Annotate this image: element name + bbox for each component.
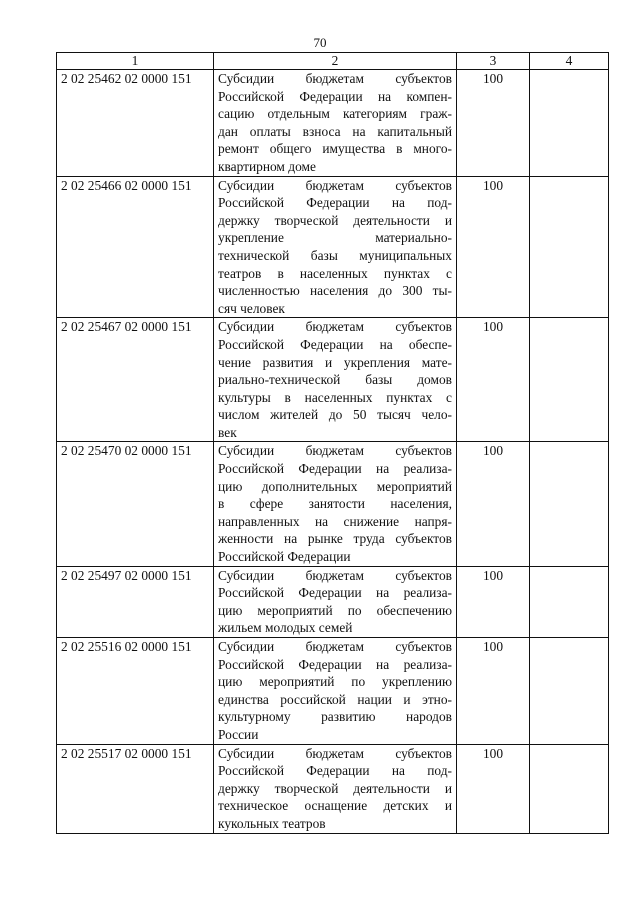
table-header-row — [57, 53, 609, 70]
description-line: Российской Федерации на реализа- — [218, 585, 452, 601]
description-line: Субсидии бюджетам субъектов — [218, 639, 452, 654]
description-line: Российской Федерации на реализа- — [218, 461, 452, 477]
description-line: чение развития и укрепления мате- — [218, 354, 452, 370]
description-line: держку творческой деятельности и — [218, 780, 452, 796]
column-4-cell — [530, 318, 609, 442]
description-cell — [214, 70, 457, 177]
amount-cell: 100 — [457, 176, 530, 318]
description-cell — [214, 176, 457, 318]
description-line: Российской Федерации на компен- — [218, 88, 452, 104]
description-line: культуры в населенных пунктах с — [218, 389, 452, 405]
budget-code-cell: 2 02 25466 02 0000 151 — [57, 176, 214, 318]
description-line: Российской Федерации на под- — [218, 763, 452, 779]
table-row — [57, 176, 609, 318]
description-line: России — [218, 726, 259, 742]
column-4-cell — [530, 744, 609, 833]
description-line: Субсидии бюджетам субъектов — [218, 567, 452, 583]
description-line: Российской Федерации на реализа- — [218, 656, 452, 672]
description-line: Субсидии бюджетам субъектов — [218, 443, 452, 459]
table-row — [57, 566, 609, 637]
column-4-cell — [530, 638, 609, 745]
page-number: 70 — [313, 35, 327, 50]
description-line: держку творческой деятельности и — [218, 212, 452, 228]
table-row — [57, 442, 609, 566]
description-line: сацию отдельным категориям граж- — [218, 106, 452, 122]
description-line: женности на рынке труда субъектов — [218, 531, 452, 547]
description-line: Субсидии бюджетам субъектов — [218, 71, 452, 86]
budget-code-cell: 2 02 25517 02 0000 151 — [57, 744, 214, 833]
column-4-cell — [530, 70, 609, 177]
amount-cell: 100 — [457, 744, 530, 833]
description-line: кукольных театров — [218, 815, 326, 831]
budget-code-cell: 2 02 25467 02 0000 151 — [57, 318, 214, 442]
description-line: цию мероприятий по укреплению — [218, 674, 452, 690]
amount-cell: 100 — [457, 638, 530, 745]
description-line: дан оплаты взноса на капитальный — [218, 123, 452, 139]
description-cell — [214, 318, 457, 442]
description-line: Субсидии бюджетам субъектов — [218, 745, 452, 761]
description-line: единства российской нации и этно- — [218, 691, 452, 707]
description-cell — [214, 442, 457, 566]
description-cell — [214, 638, 457, 745]
column-header-2: 2 — [214, 53, 457, 70]
description-line: численностью населения до 300 ты- — [218, 283, 452, 299]
amount-cell: 100 — [457, 566, 530, 637]
budget-table — [56, 52, 609, 834]
column-header-4: 4 — [530, 53, 609, 70]
description-line: век — [218, 424, 237, 440]
description-line: числом жителей до 50 тысяч чело- — [218, 407, 452, 423]
column-4-cell — [530, 176, 609, 318]
description-line: ремонт общего имущества в много- — [218, 141, 452, 157]
table-row — [57, 744, 609, 833]
description-line: цию мероприятий по обеспечению — [218, 602, 452, 618]
description-line: квартирном доме — [218, 158, 316, 174]
amount-cell: 100 — [457, 442, 530, 566]
description-line: укрепление материально- — [218, 230, 452, 246]
budget-code-cell: 2 02 25516 02 0000 151 — [57, 638, 214, 745]
description-line: Российской Федерации — [218, 549, 351, 565]
description-line: техническое оснащение детских и — [218, 798, 452, 814]
amount-cell: 100 — [457, 318, 530, 442]
column-4-cell — [530, 442, 609, 566]
amount-cell: 100 — [457, 70, 530, 177]
description-line: направленных на снижение напря- — [218, 513, 452, 529]
column-header-3: 3 — [457, 53, 530, 70]
description-line: Российской Федерации на под- — [218, 195, 452, 211]
description-line: жильем молодых семей — [218, 620, 353, 636]
description-cell — [214, 566, 457, 637]
description-line: цию дополнительных мероприятий — [218, 478, 452, 494]
description-line: в сфере занятости населения, — [218, 496, 452, 512]
table-row — [57, 638, 609, 745]
budget-code-cell: 2 02 25470 02 0000 151 — [57, 442, 214, 566]
description-line: Субсидии бюджетам субъектов — [218, 319, 452, 335]
budget-code-cell: 2 02 25462 02 0000 151 — [57, 70, 214, 177]
description-cell — [214, 744, 457, 833]
table-row — [57, 70, 609, 177]
description-line: риально-технической базы домов — [218, 372, 452, 388]
description-line: сяч человек — [218, 300, 285, 316]
description-line: Российской Федерации на обеспе- — [218, 336, 452, 352]
budget-code-cell: 2 02 25497 02 0000 151 — [57, 566, 214, 637]
column-header-1: 1 — [57, 53, 214, 70]
description-line: Субсидии бюджетам субъектов — [218, 177, 452, 193]
table-row — [57, 318, 609, 442]
table-body — [57, 70, 609, 834]
description-line: культурному развитию народов — [218, 709, 452, 725]
description-line: театров в населенных пунктах с — [218, 265, 452, 281]
column-4-cell — [530, 566, 609, 637]
description-line: технической базы муниципальных — [218, 247, 452, 263]
